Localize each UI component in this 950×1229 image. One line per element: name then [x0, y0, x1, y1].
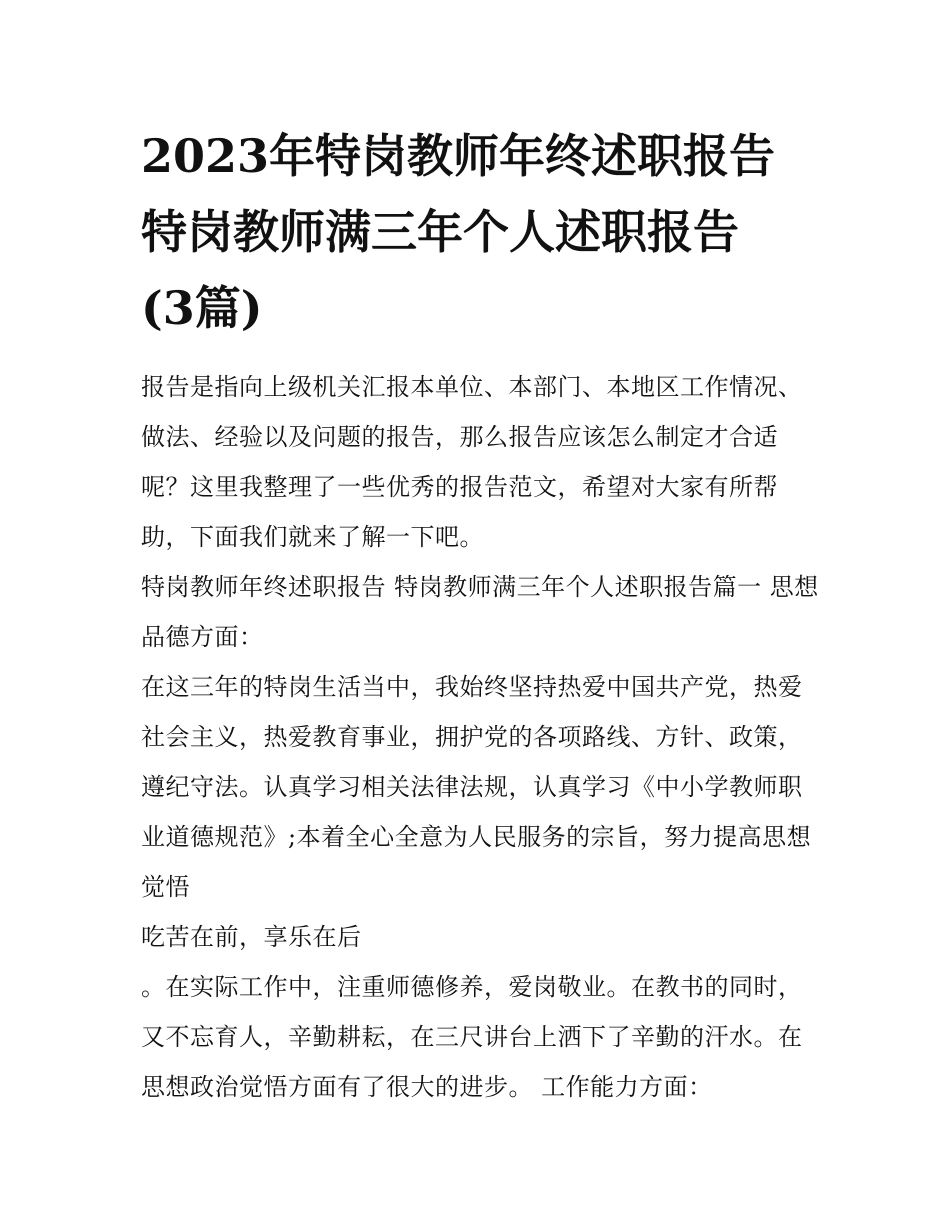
- body-paragraph: 在这三年的特岗生活当中，我始终坚持热爱中国共产党，热爱社会主义，热爱教育事业，拥护党的各项路线、方针、政策，遵纪守法。认真学习相关法律法规，认真学习《中小学教师职业道德规范》;本着全心全意为人民服务的宗旨，努力提高思想觉悟: [141, 673, 812, 901]
- body-paragraph: 吃苦在前，享乐在后: [141, 923, 362, 951]
- intro-paragraph: 报告是指向上级机关汇报本单位、本部门、本地区工作情况、做法、经验以及问题的报告，那么报告应该怎么制定才合适呢？这里我整理了一些优秀的报告范文，希望对大家有所帮助，下面我们就来了解一下吧。: [141, 373, 803, 551]
- body-paragraph: 。在实际工作中，注重师德修养，爱岗敬业。在教书的同时，又不忘育人，辛勤耕耘，在三尺讲台上洒下了辛勤的汗水。在思想政治觉悟方面有了很大的进步。 工作能力方面：: [141, 973, 803, 1101]
- document-page: [141, 118, 821, 1112]
- document-title: [141, 118, 821, 346]
- document-body: [141, 362, 821, 1112]
- section-heading-paragraph: 特岗教师年终述职报告 特岗教师满三年个人述职报告篇一 思想品德方面：: [141, 573, 819, 651]
- title-line-3: (3篇): [141, 281, 263, 335]
- title-line-2: 特岗教师满三年个人述职报告: [141, 205, 739, 259]
- title-line-1: 2023年特岗教师年终述职报告: [141, 129, 776, 183]
